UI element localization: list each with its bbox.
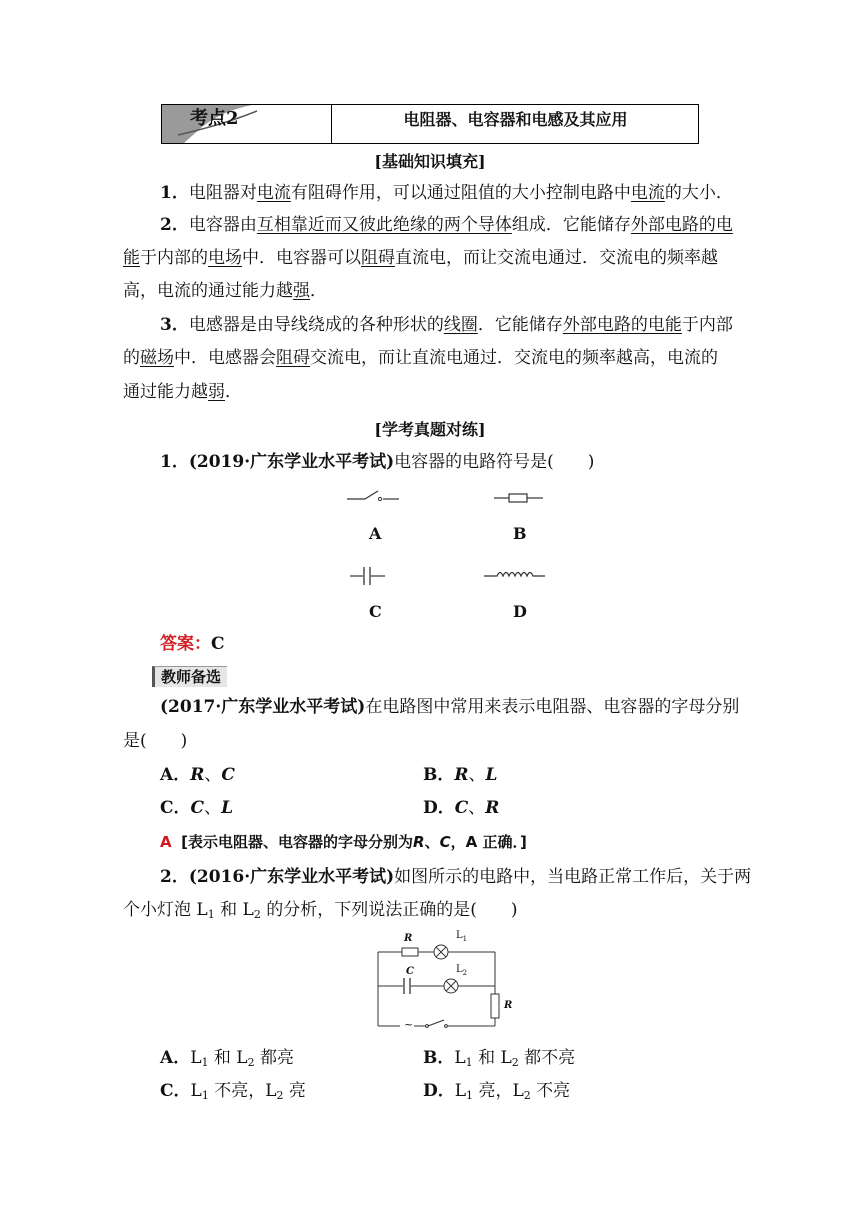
inductor-symbol: [483, 566, 547, 582]
text: 亮，L: [473, 1081, 524, 1101]
option-value: R: [454, 765, 469, 785]
text: L: [454, 1081, 467, 1101]
text: 的分析，下列说法正确的是( ): [260, 900, 518, 920]
text: 通过能力越: [123, 382, 208, 402]
text: ．: [310, 281, 327, 301]
text: 电感器是由导线绕成的各种形状的: [188, 315, 444, 335]
circuit-label-c: C: [406, 966, 414, 977]
circuit-label-ac: ~: [404, 1018, 414, 1031]
text: 亮: [283, 1081, 306, 1101]
subscript: 2: [253, 908, 261, 921]
option-key: B．: [423, 765, 455, 785]
text: 的: [123, 348, 140, 368]
text: L: [190, 1081, 202, 1101]
option-key: A．: [160, 765, 191, 785]
explanation-text: [表示电阻器、电容器的字母分别为: [181, 833, 414, 851]
underlined-answer: 电场: [208, 248, 242, 268]
paragraph-3-line-2: [123, 346, 718, 370]
option-label-a: A: [369, 524, 382, 543]
q2-option-c: [160, 1079, 306, 1108]
text: 有阻碍作用，可以通过阻值的大小控制电路中: [290, 183, 631, 203]
text: 于内部: [681, 315, 733, 335]
text: 电容器的电路符号是( ): [394, 452, 595, 472]
teacher-question-line-1: [160, 695, 739, 719]
teacher-option-a: [160, 763, 235, 787]
option-value: R: [485, 798, 500, 818]
text: 交流电，而让直流电通过．交流电的频率越高，电流的: [310, 348, 718, 368]
circuit-diagram: [370, 930, 520, 1032]
paragraph-3-line-1: [160, 313, 733, 337]
answer-value: C: [211, 634, 225, 654]
text: ．它能储存: [477, 315, 563, 335]
underlined-answer: 外部电路的电: [630, 215, 733, 235]
section-title-exam: [学考真题对练]: [374, 420, 486, 439]
underlined-answer: 弱: [208, 382, 225, 402]
underlined-answer: 互相靠近而又彼此绝缘的两个导体: [256, 215, 512, 235]
paragraph-2-line-3: [123, 279, 327, 303]
text: 和 L: [472, 1048, 512, 1068]
label-text: L: [456, 930, 463, 941]
question-2-line-2: [123, 898, 517, 927]
header-title: 电阻器、电容器和电感及其应用: [403, 110, 628, 129]
subscript: 2: [523, 1089, 531, 1102]
underlined-answer: 阻碍: [361, 248, 395, 268]
question-1-stem: [160, 450, 594, 474]
paragraph-2-line-1: [160, 213, 733, 237]
text: 电容器由: [188, 215, 257, 235]
option-label-d: D: [513, 602, 527, 621]
option-value: C: [454, 798, 469, 818]
question-source: (2017·广东学业水平考试): [160, 697, 366, 717]
text: 在电路图中常用来表示电阻器、电容器的字母分别: [365, 697, 740, 717]
text: 个小灯泡 L: [123, 900, 208, 920]
capacitor-symbol: [348, 564, 388, 588]
question-source: (2016·广东学业水平考试): [188, 867, 395, 887]
text: L: [190, 1048, 202, 1068]
option-key: C．: [160, 1081, 191, 1101]
paragraph-2-line-2: [123, 246, 718, 270]
text: L: [454, 1048, 466, 1068]
underlined-answer: 电流: [256, 183, 291, 203]
item-number: 2．: [160, 867, 189, 887]
circuit-label-r2: R: [504, 1000, 513, 1011]
separator: 、: [468, 798, 486, 818]
teacher-question-line-2: [123, 729, 187, 753]
separator: 、: [468, 765, 486, 785]
circuit-label-l1: [456, 930, 467, 943]
text: ．: [225, 382, 242, 402]
text: 直流电，而让交流电通过．交流电的频率越: [395, 248, 718, 268]
separator: 、: [204, 765, 222, 785]
question-2-line-1: [160, 865, 751, 889]
answer-line: [160, 632, 225, 656]
subscript: 1: [201, 1089, 209, 1102]
subscript: 1: [201, 1056, 209, 1069]
text: 电阻器对: [188, 183, 257, 203]
text: 都不亮: [518, 1048, 576, 1068]
q2-option-b: [423, 1046, 575, 1075]
subscript: 2: [462, 969, 468, 977]
text: 的大小．: [664, 183, 733, 203]
option-key: A．: [160, 1048, 191, 1068]
subscript: 1: [465, 1056, 473, 1069]
paragraph-1: [160, 181, 733, 205]
question-source: (2019·广东学业水平考试): [188, 452, 395, 472]
subscript: 1: [207, 908, 215, 921]
option-value: C: [221, 765, 235, 785]
text: 和 L: [214, 900, 254, 920]
circuit-label-r1: R: [404, 933, 413, 944]
paragraph-3-line-3: [123, 380, 242, 404]
option-key: D．: [423, 1081, 455, 1101]
subscript: 2: [276, 1089, 284, 1102]
underlined-answer: 强: [293, 281, 310, 301]
item-number: 3．: [160, 315, 189, 335]
q2-option-a: [160, 1046, 294, 1075]
text: 中．电感器会: [174, 348, 276, 368]
text: 组成．它能储存: [511, 215, 631, 235]
underlined-answer: 电流: [630, 183, 665, 203]
text: 高，电流的通过能力越: [123, 281, 293, 301]
switch-symbol: [345, 488, 405, 508]
option-value: C: [190, 798, 205, 818]
subscript: 2: [511, 1056, 519, 1069]
text: 不亮，L: [208, 1081, 277, 1101]
option-value: R: [190, 765, 205, 785]
answer-value: A: [160, 833, 172, 851]
text: 不亮: [530, 1081, 571, 1101]
text: 都亮: [254, 1048, 295, 1068]
explanation-text: ，A 正确．]: [450, 833, 527, 851]
teacher-option-d: [423, 796, 499, 820]
option-value: L: [485, 765, 498, 785]
option-label-c: C: [369, 602, 382, 621]
header-tag: 考点2: [190, 108, 239, 129]
underlined-answer: 磁场: [140, 348, 174, 368]
teacher-option-c: [160, 796, 233, 820]
item-number: 2．: [160, 215, 189, 235]
text: 是( ): [123, 731, 188, 751]
text: 如图所示的电路中，当电路正常工作后，关于两: [394, 867, 752, 887]
answer-label: 答案：: [160, 634, 211, 654]
separator: 、: [204, 798, 222, 818]
resistor-symbol: [493, 488, 545, 508]
explanation-symbol: C: [439, 833, 451, 851]
teacher-option-b: [423, 763, 497, 787]
underlined-answer: 阻碍: [276, 348, 310, 368]
option-value: L: [221, 798, 234, 818]
option-key: D．: [423, 798, 455, 818]
underlined-answer: 线圈: [443, 315, 478, 335]
subscript: 1: [462, 935, 468, 943]
teacher-answer-explanation: [160, 830, 527, 854]
item-number: 1．: [160, 452, 189, 472]
q2-option-d: [423, 1079, 570, 1108]
text: 于内部的: [140, 248, 208, 268]
underlined-answer: 外部电路的电能: [562, 315, 682, 335]
section-title-basic: [基础知识填充]: [374, 152, 486, 171]
explanation-symbol: R: [413, 833, 425, 851]
circuit-label-l2: [456, 964, 467, 977]
subscript: 2: [247, 1056, 255, 1069]
underlined-answer: 能: [123, 248, 140, 268]
text: 和 L: [208, 1048, 248, 1068]
text: 中．电容器可以: [242, 248, 361, 268]
label-text: L: [456, 964, 463, 975]
option-label-b: B: [513, 524, 527, 543]
option-key: C．: [160, 798, 191, 818]
subscript: 1: [466, 1089, 474, 1102]
header-tag-decoration: [162, 105, 332, 143]
item-number: 1．: [160, 183, 189, 203]
teacher-backup-badge: 教师备选: [152, 666, 227, 687]
option-key: B．: [423, 1048, 455, 1068]
separator: 、: [424, 833, 440, 851]
